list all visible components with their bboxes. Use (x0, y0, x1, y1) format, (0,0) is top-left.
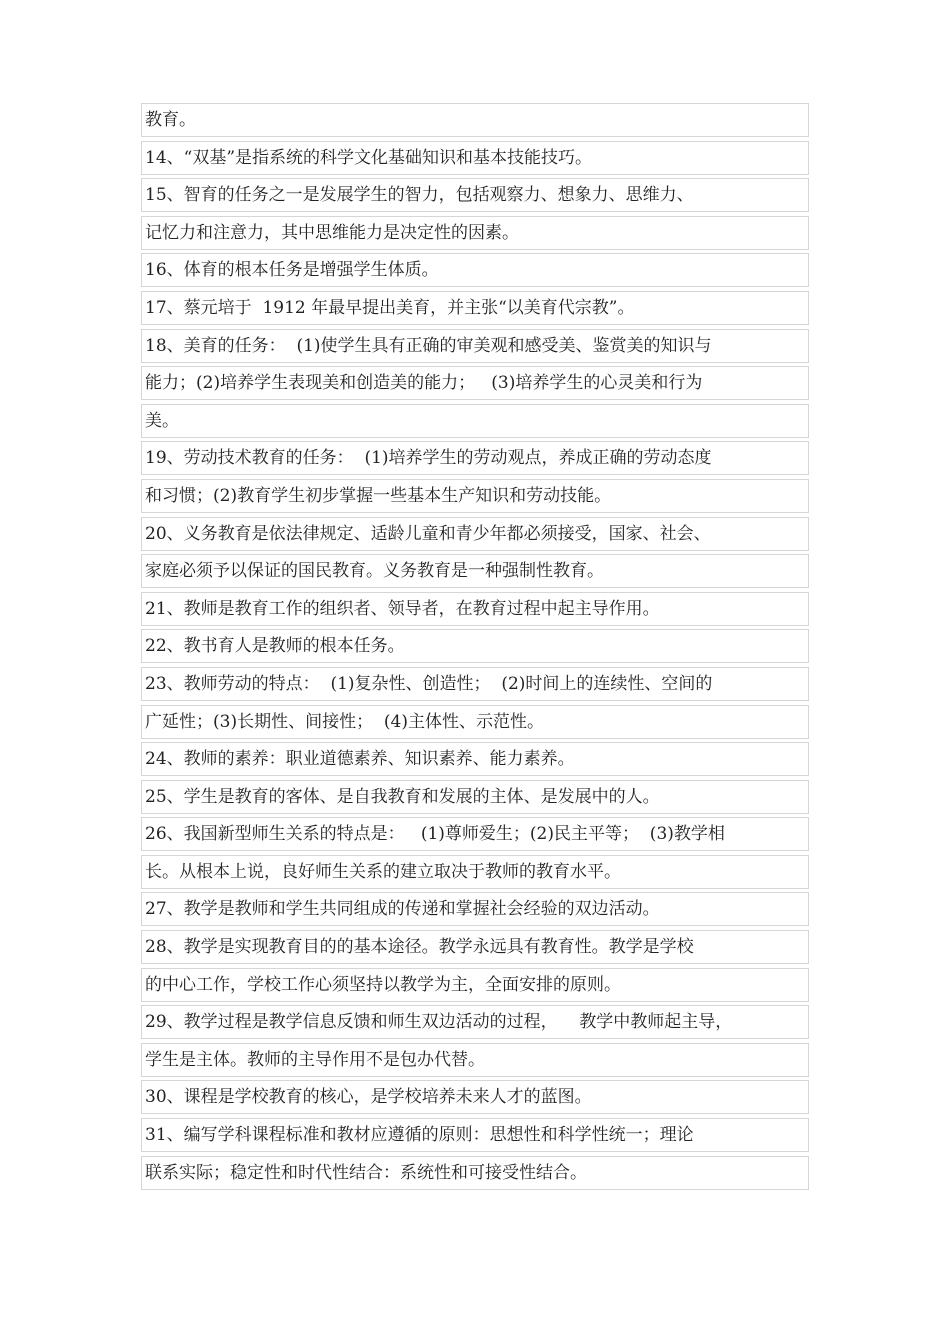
text-line: 记忆力和注意力，其中思维能力是决定性的因素。 (141, 216, 809, 250)
text-line: 27、教学是教师和学生共同组成的传递和掌握社会经验的双边活动。 (141, 892, 809, 926)
text-line: 28、教学是实现教育目的的基本途径。教学永远具有教育性。教学是学校 (141, 930, 809, 964)
text-line: 长。从根本上说，良好师生关系的建立取决于教师的教育水平。 (141, 855, 809, 889)
text-line: 的中心工作，学校工作心须坚持以教学为主，全面安排的原则。 (141, 968, 809, 1002)
text-line: 31、编写学科课程标准和教材应遵循的原则：思想性和科学性统一；理论 (141, 1118, 809, 1152)
text-line: 15、智育的任务之一是发展学生的智力，包括观察力、想象力、思维力、 (141, 178, 809, 212)
text-line: 18、美育的任务： (1)使学生具有正确的审美观和感受美、鉴赏美的知识与 (141, 329, 809, 363)
text-line: 16、体育的根本任务是增强学生体质。 (141, 253, 809, 287)
text-line: 能力；(2)培养学生表现美和创造美的能力； (3)培养学生的心灵美和行为 (141, 366, 809, 400)
text-line: 家庭必须予以保证的国民教育。义务教育是一种强制性教育。 (141, 554, 809, 588)
text-line: 23、教师劳动的特点： (1)复杂性、创造性； (2)时间上的连续性、空间的 (141, 667, 809, 701)
text-line: 14、“双基”是指系统的科学文化基础知识和基本技能技巧。 (141, 141, 809, 175)
text-line: 24、教师的素养：职业道德素养、知识素养、能力素养。 (141, 742, 809, 776)
text-line: 联系实际；稳定性和时代性结合：系统性和可接受性结合。 (141, 1156, 809, 1190)
text-line: 29、教学过程是教学信息反馈和师生双边活动的过程， 教学中教师起主导， (141, 1005, 809, 1039)
text-line: 22、教书育人是教师的根本任务。 (141, 629, 809, 663)
text-line: 21、教师是教育工作的组织者、领导者，在教育过程中起主导作用。 (141, 592, 809, 626)
text-line: 26、我国新型师生关系的特点是： (1)尊师爱生；(2)民主平等； (3)教学相 (141, 817, 809, 851)
text-line: 19、劳动技术教育的任务： (1)培养学生的劳动观点，养成正确的劳动态度 (141, 441, 809, 475)
text-line: 和习惯；(2)教育学生初步掌握一些基本生产知识和劳动技能。 (141, 479, 809, 513)
text-line: 学生是主体。教师的主导作用不是包办代替。 (141, 1043, 809, 1077)
text-line: 25、学生是教育的客体、是自我教育和发展的主体、是发展中的人。 (141, 780, 809, 814)
text-lines (141, 103, 809, 1193)
text-line: 30、课程是学校教育的核心，是学校培养未来人才的蓝图。 (141, 1080, 809, 1114)
text-line: 教育。 (141, 103, 809, 137)
text-line: 美。 (141, 404, 809, 438)
text-line: 20、义务教育是依法律规定、适龄儿童和青少年都必须接受，国家、社会、 (141, 517, 809, 551)
text-line: 广延性；(3)长期性、间接性； (4)主体性、示范性。 (141, 705, 809, 739)
text-line: 17、蔡元培于 1912 年最早提出美育，并主张“以美育代宗教”。 (141, 291, 809, 325)
